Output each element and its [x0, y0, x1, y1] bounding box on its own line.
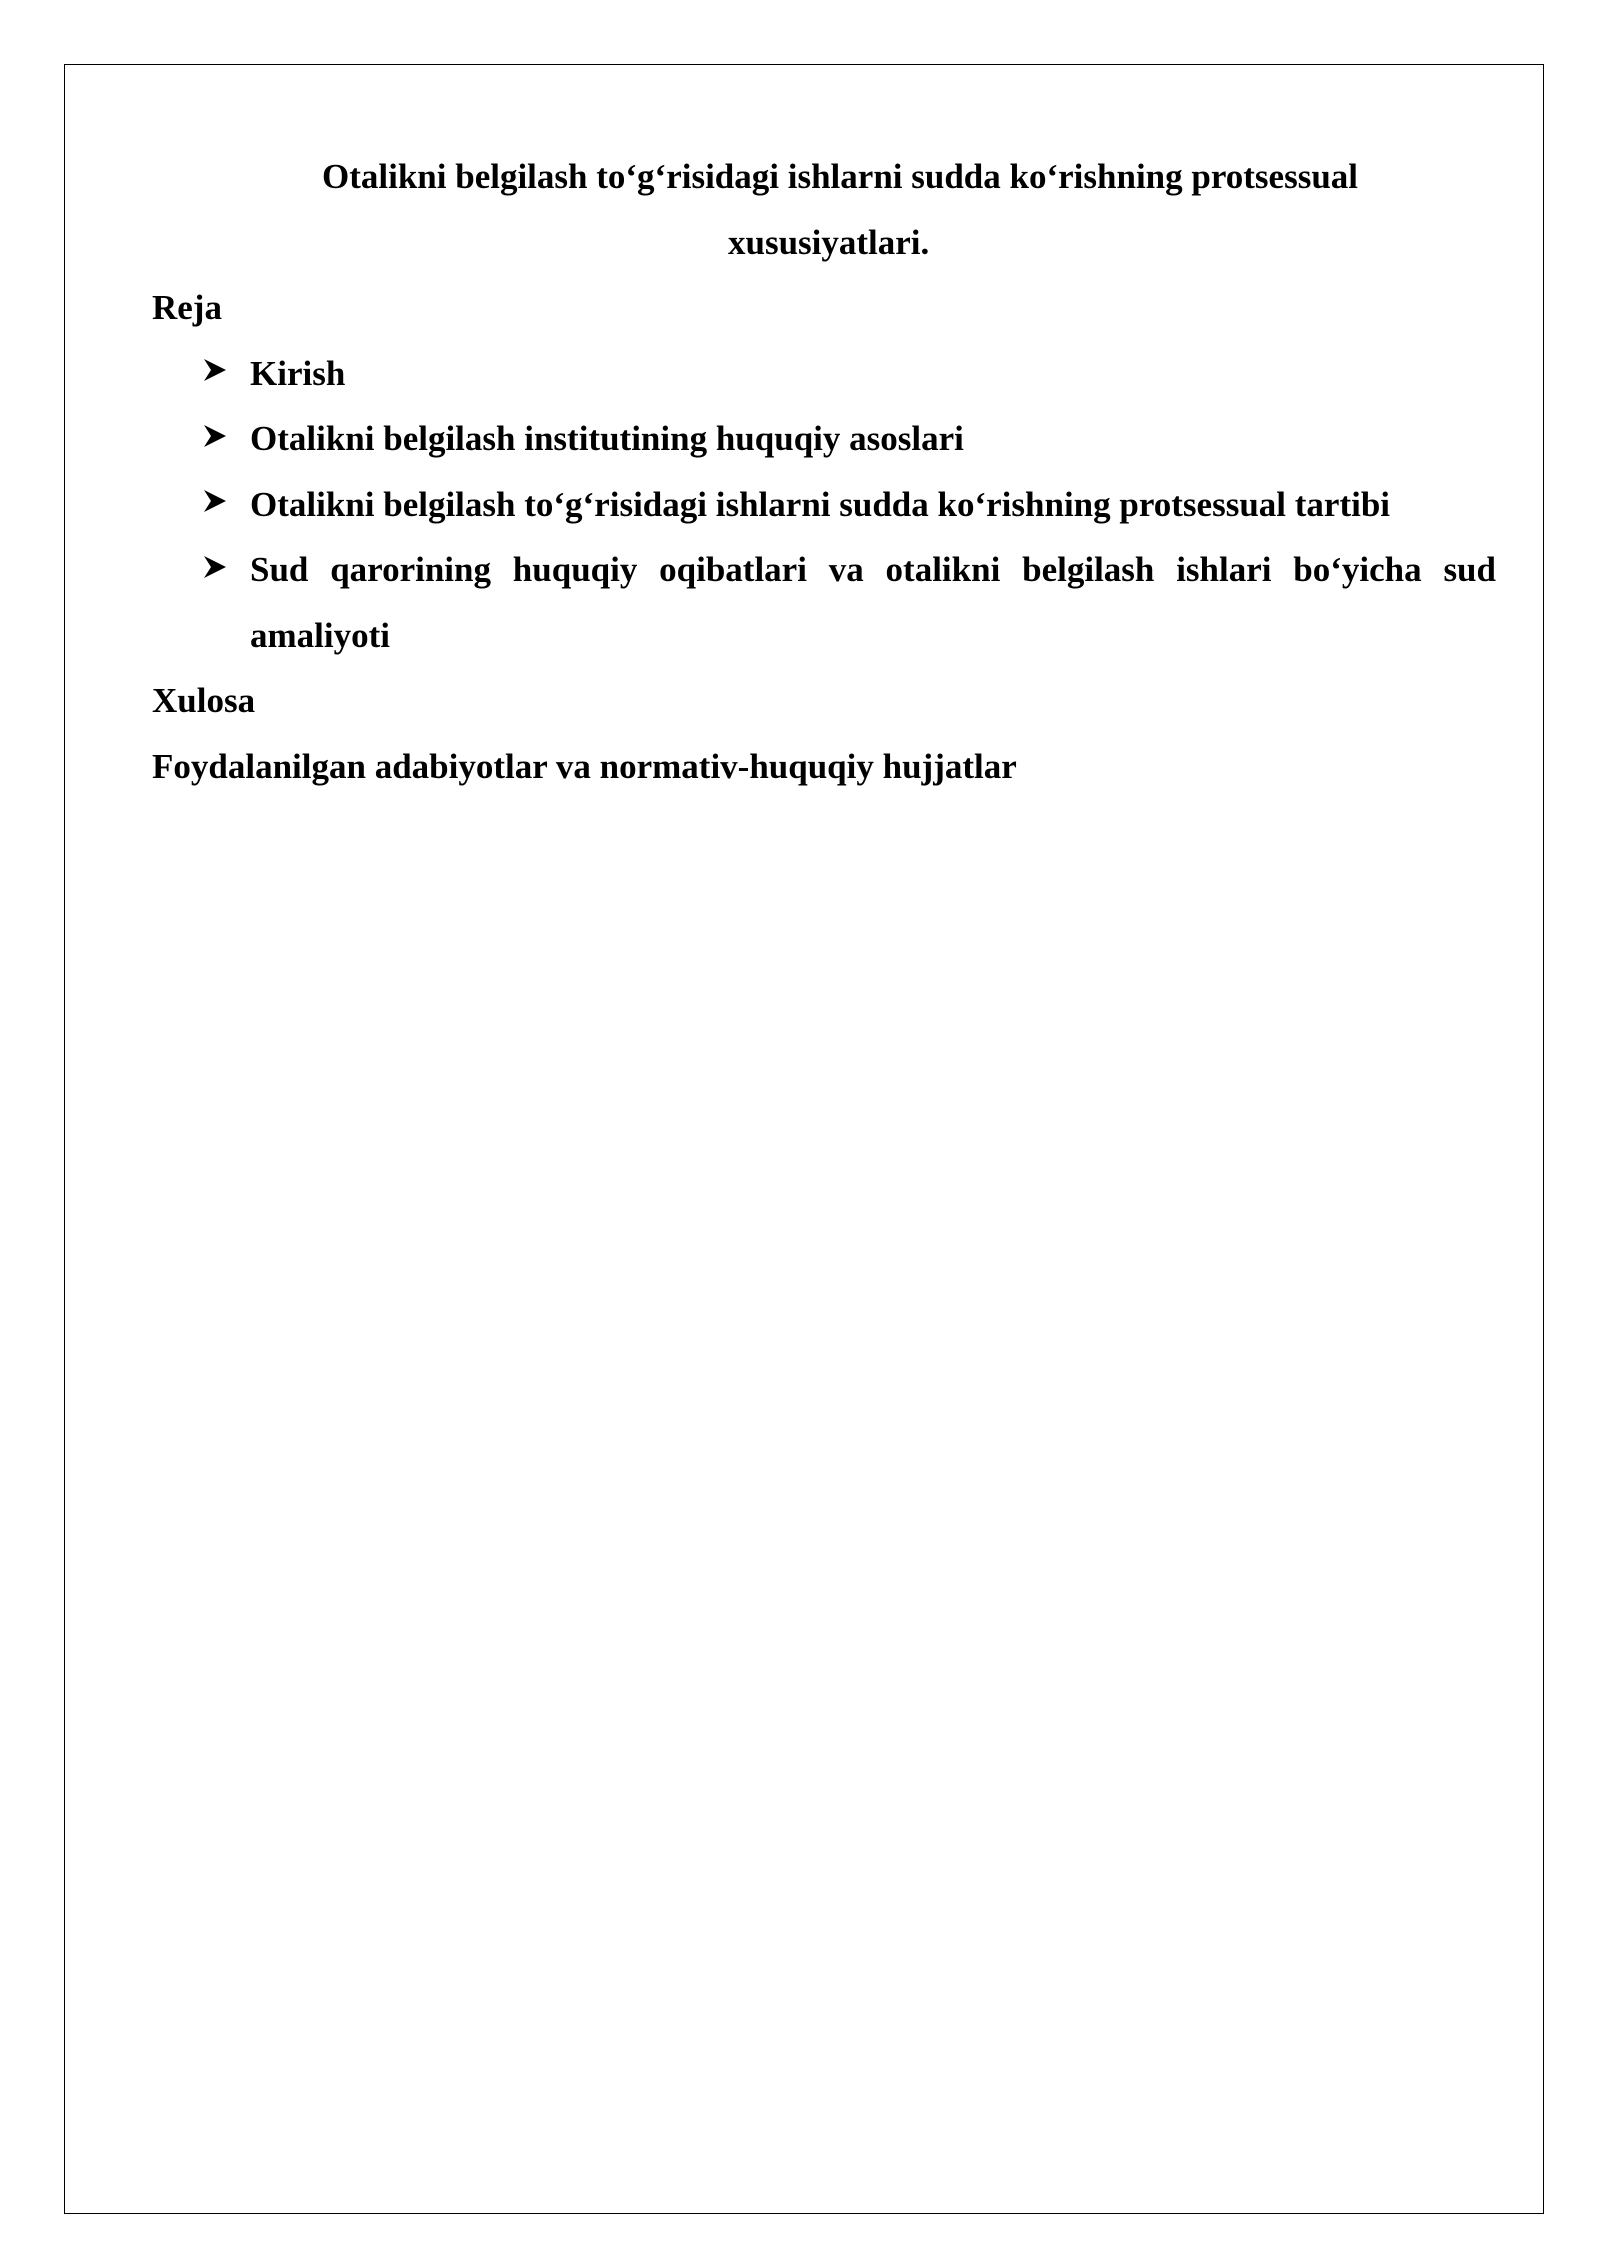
conclusion-heading: Xulosa — [152, 681, 256, 720]
plan-item-text: Sud qarorining huquqiy oqibatlari va otalikni belgilash ishlari bo‘yicha sud amaliyoti — [250, 550, 1496, 655]
arrowhead-bullet-icon — [202, 537, 232, 603]
arrowhead-bullet-icon — [202, 406, 232, 472]
plan-item — [152, 472, 1496, 538]
plan-heading: Reja — [152, 288, 222, 327]
references-heading: Foydalanilgan adabiyotlar va normativ-huquqiy hujjatlar — [152, 746, 1017, 786]
title-line-1: Otalikni belgilash to‘g‘risidagi ishlarni sudda ko‘rishning protsessual — [322, 157, 1359, 196]
plan-list — [152, 341, 1496, 669]
title-line-2: xususiyatlari. — [728, 222, 930, 262]
arrowhead-bullet-icon — [202, 472, 232, 538]
document-title — [152, 144, 1496, 275]
plan-item — [152, 341, 1496, 407]
document-body — [152, 144, 1496, 799]
plan-item — [152, 537, 1496, 668]
plan-item-text: Otalikni belgilash to‘g‘risidagi ishlarni sudda ko‘rishning protsessual tartibi — [250, 484, 1391, 524]
plan-item-text: Kirish — [250, 353, 346, 393]
plan-item-text: Otalikni belgilash institutining huquqiy asoslari — [250, 419, 964, 458]
plan-item — [152, 406, 1496, 472]
arrowhead-bullet-icon — [202, 341, 232, 407]
